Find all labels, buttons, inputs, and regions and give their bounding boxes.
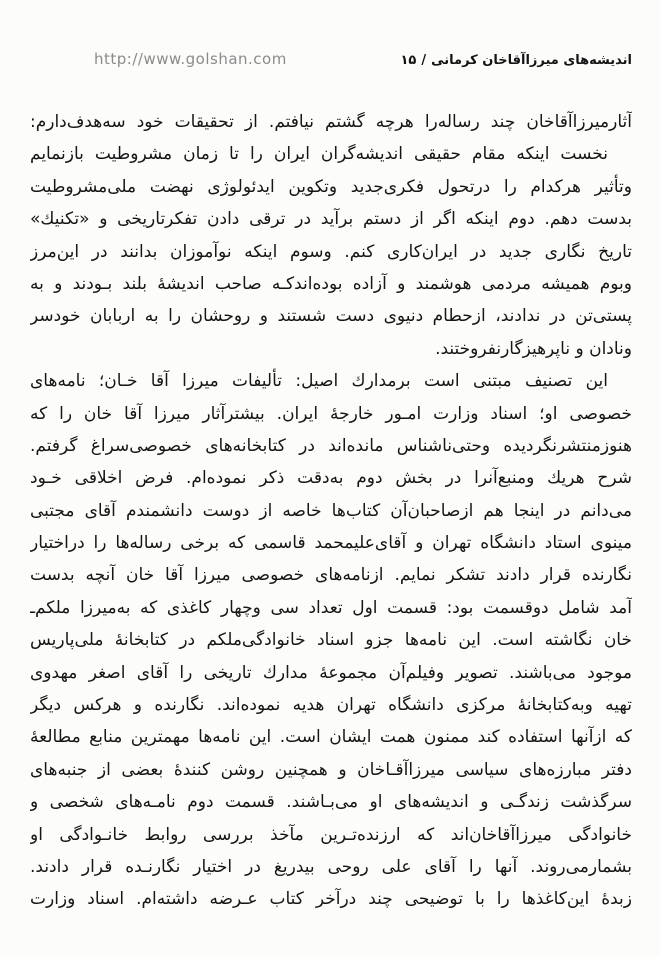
text-line: نگارنده قرار دادند تشکر نمایم. ازنامه‌های خصوصی میرزا آقا خان آنچه بدست [30,565,632,586]
book-title: اندیشه‌های میرزاآقاخان کرمانی [431,53,632,68]
text-line: وتأثیر هرکدام را درتحول فکری‌جدید وتکوین ایدئولوژی نهضت ملی‌مشروطیت [30,176,632,197]
text-line: موجود می‌باشند. تصویر وفیلم‌آن مجموعۀ مدارك تاریخی را آقای اصغر مهدوی [30,662,632,683]
text-line: می‌دانم در اینجا هم ازصاحبان‌آن کتاب‌ها خاصه از دوست دانشمندم آقای مجتبی [30,500,632,521]
text-line: آمد شامل دوقسمت بود: قسمت اول تعداد سی وچهار کاغذی که به‌میرزا ملکم‌ـ [30,597,632,618]
text-line: بشمارمی‌روند. آنها را آقای علی روحی بیدریغ در اختیار نگارنـده قرار دادند. [30,856,632,877]
text-line: خان نگاشته است. این نامه‌ها جزو اسناد خانوادگی‌ملکم در کتابخانۀ ملی‌پاریس [30,630,632,651]
text-line: شرح هریك ومنبع‌آنرا در بخش دوم به‌دقت ذکر نموده‌ام. فرض اخلاقی خـود [30,468,632,489]
text-line: ونادان و ناپرهیزگارنفروختند. [435,338,632,359]
text-line: بدست دهم. دوم اینکه اگر از دستم برآید در ترقی دادن تفکرتاریخی و «تکنیك» [30,209,632,230]
text-line: زبدۀ این‌کاغذها را با توضیحی چند درآخر کتاب عـرضه داشته‌ام. اسناد وزارت [30,889,632,910]
text-line: این تصنیف مبتنی است برمدارك اصیل: تألیفات میرزا آقا خـان؛ نامه‌های [30,371,608,392]
body-text [30,106,632,916]
text-line: سرگذشت زندگـی و اندیشه‌های او می‌بـاشند. قسمت دوم نامـه‌های شخصی و [30,792,632,813]
text-line: نخست اینکه مقام حقیقی اندیشه‌گران ایران را تا زمان مشروطیت بازنمایم [30,144,608,165]
text-line: که ازآنها استفاده کند ممنون همت ایشان است. این نامه‌ها مهمترین منابع مطالعۀ [30,727,632,748]
watermark-url: http://www.golshan.com [94,50,287,68]
header-separator: / [421,53,427,68]
running-head [30,50,632,74]
page-number: ۱۵ [400,53,417,68]
text-line: تهیه وبه‌کتابخانۀ مرکزی دانشگاه تهران هدیه نموده‌اند. نگارنده و هرکس دیگر [30,695,632,716]
text-line: هنوزمنتشرنگردیده وحتی‌ناشناس مانده‌اند در کتابخانه‌های خصوصی‌سراغ گرفتم. [30,435,632,456]
text-line: خصوصی او؛ اسناد وزارت امـور خارجۀ ایران. بیشترآثار میرزا آقا خان را که [30,403,632,424]
text-line: تاریخ نگاری جدید در ایران‌کاری کنم. وسوم اینکه نوآموزان بدانند در این‌مرز [30,241,632,262]
text-line: پستی‌تن در ندادند، ازحطام دنیوی دست شستند و روحشان را به اربابان خودسر [30,306,632,327]
text-line: مینوی استاد دانشگاه تهران و آقای‌علیمحمد قاسمی که برخی رساله‌ها را دراختیار [30,533,632,554]
text-line: دفتر مبارزه‌های سیاسی میرزاآقـاخان و همچنین روشن کنندۀ بعضی از جنبه‌های [30,759,632,780]
text-line: آثارمیرزاآقاخان چند رساله‌را هرچه گشتم نیافتم. از تحقیقات خود سه‌هدف‌دارم: [30,112,632,132]
text-line: خانوادگی میرزاآقاخان‌اند که ارزنده‌تـرین مآخذ بررسی روابط خانـوادگی او [30,824,632,845]
page-header-title [400,53,632,68]
text-line: وبوم همیشه مردمی هوشمند و آزاده بوده‌اندکـه صاحب اندیشۀ بلند بـودند و به [30,273,632,294]
